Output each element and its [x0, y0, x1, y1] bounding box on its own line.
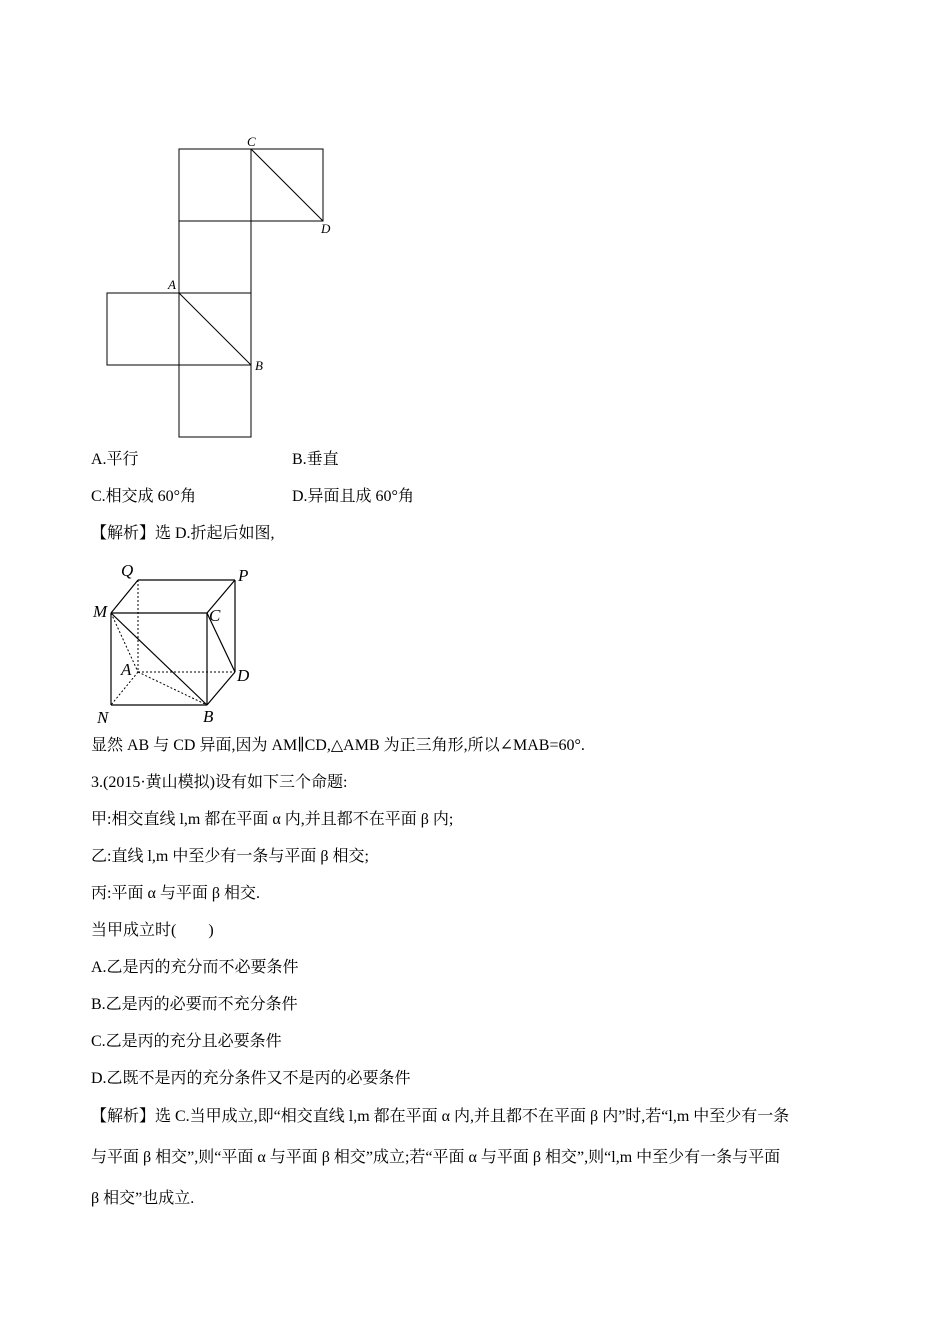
net-square [251, 149, 323, 221]
net-square [179, 365, 251, 437]
net-square [179, 293, 251, 365]
question3-prompt: 当甲成立时( ) [91, 922, 214, 939]
q3-option-b: B.乙是丙的必要而不充分条件 [91, 996, 298, 1013]
segment-ma [111, 613, 138, 672]
segment-cd [207, 613, 235, 672]
cube-edge [207, 580, 235, 613]
analysis-intro: 【解析】选 D.折起后如图, [91, 525, 275, 542]
hidden-edge [111, 672, 138, 705]
cube-label-a: A [121, 660, 132, 679]
net-square [179, 149, 251, 221]
segment-ab [179, 293, 251, 365]
proposition-yi: 乙:直线 l,m 中至少有一条与平面 β 相交; [91, 848, 369, 865]
cube-label-c: C [209, 606, 221, 625]
net-label-d: D [321, 221, 331, 236]
net-square [179, 221, 251, 293]
option-d: D.异面且成 60°角 [292, 488, 414, 505]
cube-edge [111, 580, 138, 613]
option-b: B.垂直 [292, 451, 339, 468]
q3-option-c: C.乙是丙的充分且必要条件 [91, 1033, 282, 1050]
segment-mb [111, 613, 207, 705]
proposition-bing: 丙:平面 α 与平面 β 相交. [91, 885, 260, 902]
cube-label-q: Q [121, 561, 134, 580]
cube-edge [207, 672, 235, 705]
q3-analysis-line: 与平面 β 相交”,则“平面 α 与平面 β 相交”成立;若“平面 α 与平面 β 相交”,则“l,m 中至少有一条与平面 [91, 1149, 781, 1166]
option-a: A.平行 [91, 451, 139, 468]
question3-stem: 3.(2015·黄山模拟)设有如下三个命题: [91, 774, 348, 791]
q3-analysis-line: β 相交”也成立. [91, 1190, 195, 1207]
option-c: C.相交成 60°角 [91, 488, 197, 505]
net-label-a: A [168, 277, 176, 292]
q3-option-d: D.乙既不是丙的充分条件又不是丙的必要条件 [91, 1070, 411, 1087]
conclusion-text: 显然 AB 与 CD 异面,因为 AM∥CD,△AMB 为正三角形,所以∠MAB=60°. [91, 737, 585, 754]
cube-label-n: N [97, 708, 109, 727]
cube-label-d: D [237, 666, 250, 685]
cube-label-p: P [238, 566, 249, 585]
net-square [107, 293, 179, 365]
segment-cd [251, 149, 323, 221]
net-label-c: C [247, 134, 256, 149]
net-label-b: B [255, 358, 263, 373]
segment-ab [138, 672, 207, 705]
proposition-jia: 甲:相交直线 l,m 都在平面 α 内,并且都不在平面 β 内; [91, 811, 454, 828]
q3-option-a: A.乙是丙的充分而不必要条件 [91, 959, 299, 976]
q3-analysis-line: 【解析】选 C.当甲成立,即“相交直线 l,m 都在平面 α 内,并且都不在平面 β 内”时,若“l,m 中至少有一条 [91, 1108, 790, 1125]
cube-label-b: B [203, 707, 214, 726]
cube-label-m: M [93, 602, 108, 621]
